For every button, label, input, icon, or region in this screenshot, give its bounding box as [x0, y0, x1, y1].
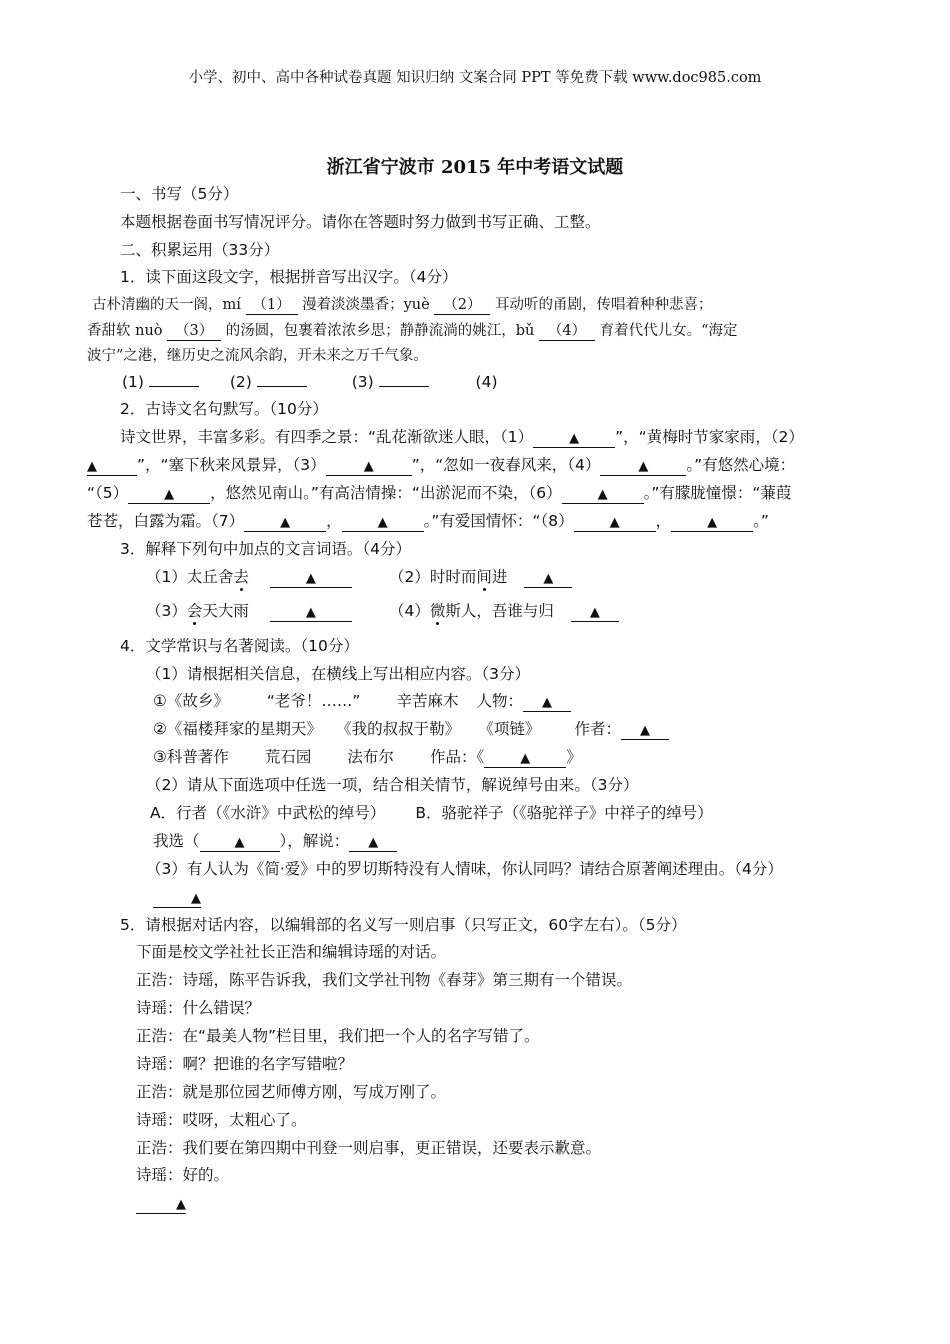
dotted-word: 会 — [186, 602, 203, 620]
answer-blank[interactable]: ▲ — [136, 1196, 186, 1214]
q2-line-1: 诗文世界，丰富多彩。有四季之景：“乱花渐欲迷人眼，（1） ▲ ”，“黄梅时节家家雨，（2） — [120, 428, 804, 446]
q4-part-3: （3）有人认为《简·爱》中的罗切斯特没有人情味，你认同吗？请结合原著阐述理由。（4分） — [146, 860, 783, 878]
dialog-line: 正浩：在“最美人物”栏目里，我们把一个人的名字写错了。 — [136, 1027, 540, 1045]
option-b: B．骆驼祥子（《骆驼祥子》中祥子的绰号） — [415, 804, 713, 822]
answer-blank[interactable]: ▲ — [484, 750, 566, 768]
answer-blank[interactable]: ▲ — [349, 834, 397, 852]
answer-blank[interactable]: ▲ — [533, 430, 615, 448]
q2-line-2: ▲ ”，“塞下秋来风景异，（3） ▲ ”，“忽如一夜春风来，（4） ▲ 。”有悠然心境： — [87, 456, 796, 474]
dialog-line: 诗瑶：好的。 — [136, 1166, 230, 1184]
q3-prompt: 3．解释下列句中加点的文言词语。（4分） — [120, 540, 411, 558]
answer-blank[interactable]: ▲ — [621, 722, 669, 740]
q4-options — [150, 803, 713, 823]
answer-blank[interactable]: ▲ — [128, 486, 210, 504]
dialog-line: 正浩：我们要在第四期中刊登一则启事，更正错误，还要表示歉意。 — [136, 1139, 602, 1157]
section-2-heading: 二、积累运用（33分） — [120, 241, 280, 259]
q4-choose-line: 我选（ ▲ ），解说： ▲ — [153, 831, 397, 852]
answer-blank[interactable]: ▲ — [524, 570, 572, 588]
dotted-word: 微 — [429, 602, 446, 620]
answer-blank[interactable]: ▲ — [600, 458, 686, 476]
q2-line-4: 苍苍，白露为霜。（7） ▲ ， ▲ 。”有爱国情怀：“（8） ▲ ， ▲ 。” — [87, 512, 769, 530]
answer-blank-1[interactable] — [149, 386, 199, 387]
answer-blank[interactable]: ▲ — [571, 604, 619, 622]
q4-row-1: ①《故乡》 “老爷！……” 辛苦麻木 人物： ▲ — [153, 691, 571, 712]
answer-blank[interactable]: ▲ — [562, 486, 644, 504]
section-1-text: 本题根据卷面书写情况评分。请你在答题时努力做到书写正确、工整。 — [120, 213, 601, 231]
dialog-line: 正浩：就是那位园艺师傅方刚，写成万刚了。 — [136, 1083, 447, 1101]
q3-item-2: （2）时时而间进 ▲ — [389, 567, 572, 588]
option-a: A．行者（《水浒》中武松的绰号） — [150, 804, 386, 822]
q4-part-2: （2）请从下面选项中任选一项，结合相关情节，解说绰号由来。（3分） — [146, 776, 639, 794]
q1-prompt: 1．读下面这段文字，根据拼音写出汉字。（4分） — [120, 268, 458, 286]
q1-answer-line: (1) (2) (3) (4) — [122, 373, 498, 391]
answer-blank[interactable]: ▲ — [342, 514, 424, 532]
answer-blank[interactable]: ▲ — [270, 570, 352, 588]
answer-blank[interactable]: ▲ — [153, 890, 201, 908]
q3-item-4: （4）微斯人，吾谁与归 ▲ — [389, 601, 619, 622]
answer-blank[interactable]: ▲ — [326, 458, 412, 476]
dotted-word: 间 — [476, 568, 492, 586]
page-header: 小学、初中、高中各种试卷真题 知识归纳 文案合同 PPT 等免费下载 www.doc985.com — [188, 70, 762, 86]
blank-4: （4） — [539, 323, 595, 341]
q3-item-1: （1）太丘舍去 ▲ — [146, 567, 352, 588]
q3-item-3: （3）会天大雨 ▲ — [146, 601, 352, 622]
answer-blank[interactable]: ▲ — [200, 834, 280, 852]
blank-2: （2） — [434, 297, 490, 315]
dialog-line: 诗瑶：啊？把谁的名字写错啦？ — [136, 1055, 354, 1073]
answer-blank[interactable]: ▲ — [270, 604, 352, 622]
blank-1: （1） — [246, 297, 298, 315]
answer-blank-2[interactable] — [257, 386, 307, 387]
q5-answer — [136, 1193, 186, 1214]
dialog-line: 正浩：诗瑶，陈平告诉我，我们文学社刊物《春芽》第三期有一个错误。 — [136, 971, 633, 989]
q4-part-3-answer — [153, 887, 201, 908]
q2-line-3: “（5） ▲ ，悠然见南山。”有高洁情操：“出淤泥而不染，（6） ▲ 。”有朦胧憧憬：“蒹葭 — [87, 484, 792, 502]
q1-passage-line-2: 香甜软 nuò （3） 的汤圆，包裹着浓浓乡思；静静流淌的姚江，bǔ （4） 育着代代儿女。“海定 — [87, 323, 738, 339]
q1-passage-line-3: 波宁”之港，继历史之流风余韵，开未来之万千气象。 — [87, 348, 428, 364]
q4-row-3: ③科普著作 荒石园 法布尔 作品：《 ▲ 》 — [153, 748, 582, 766]
answer-blank[interactable]: ▲ — [523, 694, 571, 712]
q4-part-1: （1）请根据相关信息，在横线上写出相应内容。（3分） — [146, 665, 530, 683]
answer-blank[interactable]: ▲ — [87, 458, 137, 476]
q1-passage-line-1: 古朴清幽的天一阁，mí （1） 漫着淡淡墨香；yuè （2） 耳动听的甬剧，传唱着种种悲喜； — [92, 297, 713, 313]
page-title: 浙江省宁波市 2015 年中考语文试题 — [326, 157, 624, 178]
section-1-heading: 一、书写（5分） — [120, 185, 239, 203]
answer-blank[interactable]: ▲ — [671, 514, 753, 532]
dialog-line: 诗瑶：哎呀，太粗心了。 — [136, 1111, 307, 1129]
q4-row-2: ②《福楼拜家的星期天》 《我的叔叔于勒》 《项链》 作者： ▲ — [153, 719, 669, 740]
answer-blank-3[interactable] — [379, 386, 429, 387]
q5-prompt: 5．请根据对话内容，以编辑部的名义写一则启事（只写正文，60字左右）。（5分） — [120, 916, 687, 934]
dotted-word: 去 — [233, 568, 249, 586]
answer-blank[interactable]: ▲ — [574, 514, 656, 532]
q4-prompt: 4．文学常识与名著阅读。（10分） — [120, 637, 359, 655]
answer-blank[interactable]: ▲ — [244, 514, 326, 532]
dialog-line: 诗瑶：什么错误？ — [136, 999, 261, 1017]
blank-3: （3） — [167, 323, 221, 341]
q5-intro: 下面是校文学社社长正浩和编辑诗瑶的对话。 — [136, 943, 447, 961]
q2-prompt: 2．古诗文名句默写。（10分） — [120, 400, 328, 418]
